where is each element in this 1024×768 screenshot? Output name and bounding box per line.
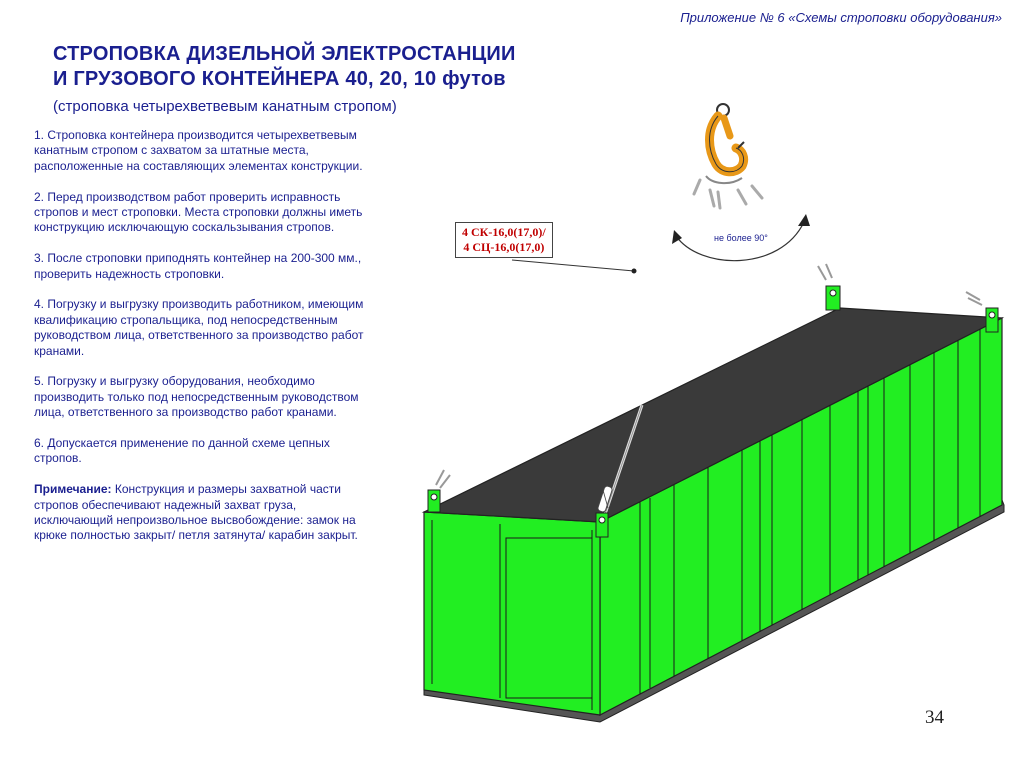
instruction-item: 3. После строповки приподнять контейнер на 200-300 мм., проверить надежность строповки. — [34, 251, 362, 281]
instruction-item: 4. Погрузку и выгрузку производить работником, имеющим квалификацию стропальщика, под непосредственным руководством лица, ответственного за производство работ кранами. — [34, 297, 364, 358]
title-line-1: СТРОПОВКА ДИЗЕЛЬНОЙ ЭЛЕКТРОСТАНЦИИ — [53, 43, 516, 65]
instruction-item: 1. Строповка контейнера производится четырехветвевым канатным стропом с захватом за штатные места, расположенные на составляющих элементах конструкции. — [34, 128, 363, 173]
lifting-lug-icon — [596, 513, 608, 537]
title-line-2: И ГРУЗОВОГО КОНТЕЙНЕРА 40, 20, 10 футов — [53, 68, 506, 90]
instruction-item: 6. Допускается применение по данной схеме цепных стропов. — [34, 436, 330, 466]
note-label: Примечание: — [34, 482, 112, 497]
sling-spec-line-1: 4 СК-16,0(17,0)/ — [462, 225, 546, 239]
crane-hook-icon — [694, 104, 762, 208]
label-leader — [512, 260, 634, 271]
lifting-lug-icon — [818, 264, 840, 310]
appendix-header: Приложение № 6 «Схемы строповки оборудования» — [680, 10, 1002, 25]
angle-limit-label: не более 90° — [714, 233, 768, 243]
sling-spec-line-2: 4 СЦ-16,0(17,0) — [463, 240, 545, 254]
sling-spec-label — [455, 222, 553, 258]
instruction-item: 2. Перед производством работ проверить исправность стропов и мест строповки. Места строповки должны иметь конструкцию исключающую соскальзывания стропов. — [34, 189, 363, 235]
container-end-front — [424, 512, 600, 715]
page-number: 34 — [925, 707, 944, 728]
instruction-item: 5. Погрузку и выгрузку оборудования, необходимо производить только под непосредственным руководством лица, ответственного за производство работ кранами. — [34, 374, 359, 420]
page-subtitle: (строповка четырехветвевым канатным стропом) — [53, 98, 397, 115]
note-text: Конструкция и размеры захватной части стропов обеспечивают надежный захват груза, исключающий непроизвольное высвобождение: замок на крюке полностью закрыт/ петля затянута/ карабин закрыт. — [34, 482, 358, 543]
